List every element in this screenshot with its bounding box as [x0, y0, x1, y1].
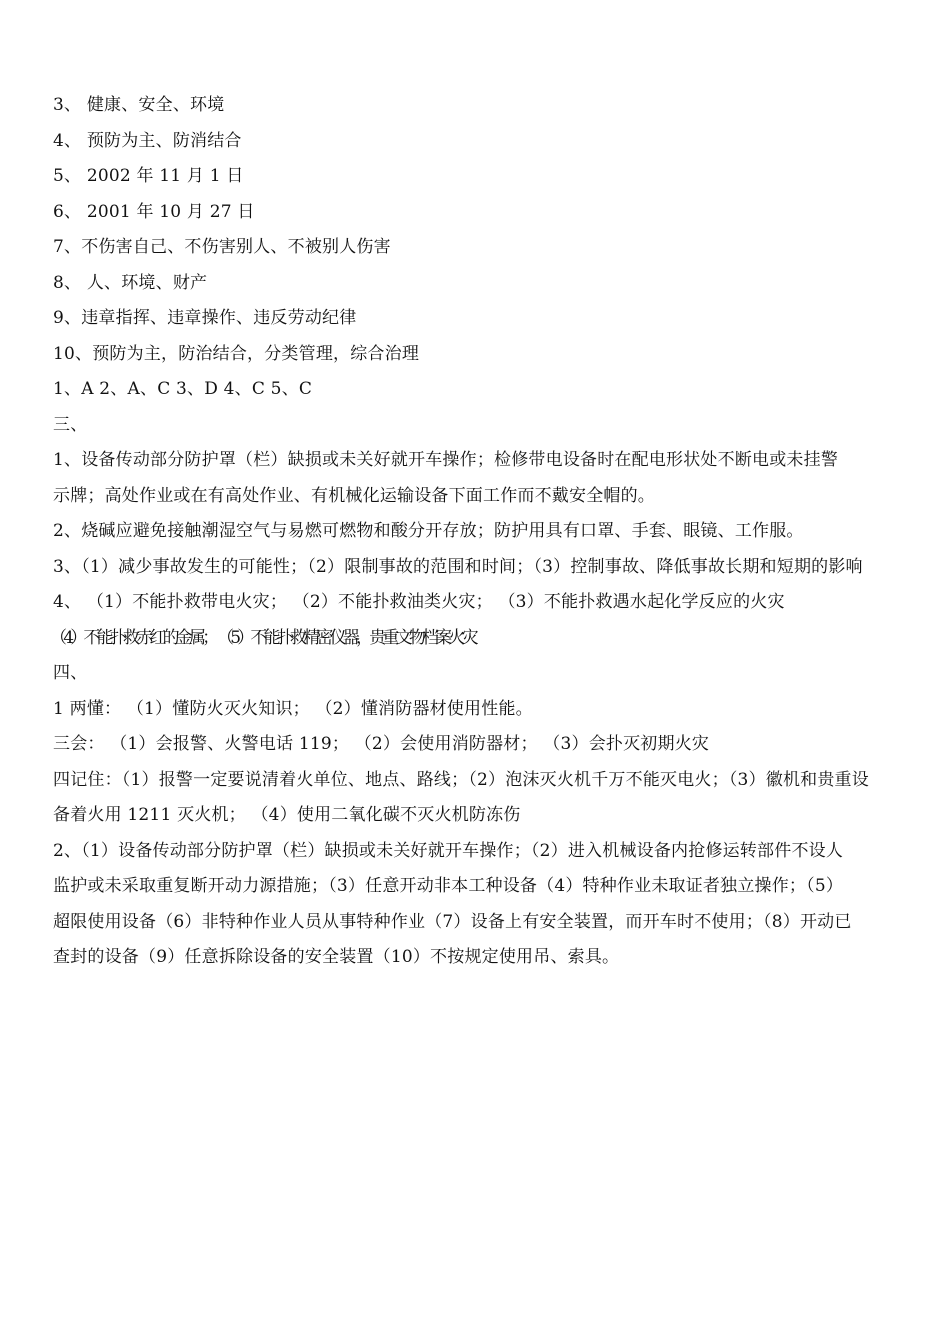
section-three-q1-line2: 示牌；高处作业或在有高处作业、有机械化运输设备下面工作而不戴安全帽的。 [53, 485, 655, 506]
section-four-q2-line4: 查封的设备（9）任意拆除设备的安全装置（10）不按规定使用吊、索具。 [53, 947, 620, 967]
section-four-q2-line1: 2、（1）设备传动部分防护罩（栏）缺损或未关好就开车操作；（2）进入机械设备内抢修运转部件不设人 [53, 840, 844, 861]
section-three-q2: 2、烧碱应避免接触潮湿空气与易燃可燃物和酸分开存放；防护用具有口罩、手套、眼镜、工作服。 [53, 521, 804, 541]
answer-line: 4、 预防为主、防消结合 [53, 130, 242, 151]
section-four-q2-line3: 超限使用设备（6）非特种作业人员从事特种作业（7）设备上有安全装置，而开车时不使用；（8）开动已 [53, 911, 852, 932]
section-four-four-remember-line1: 四记住：（1）报警一定要说清着火单位、地点、路线；（2）泡沫灭火机千万不能灭电火；（3）徽机和贵重设 [53, 769, 869, 790]
section-three-q3: 3、（1）减少事故发生的可能性；（2）限制事故的范围和时间；（3）控制事故、降低事故长期和短期的影响 [53, 556, 863, 577]
answer-line: 10、预防为主，防治结合，分类管理，综合治理 [53, 343, 420, 364]
section-four-four-remember-line2: 备着火用 1211 灭火机； （4）使用二氧化碳不灭火机防冻伤 [53, 805, 521, 825]
answer-line: 5、 2002 年 11 月 1 日 [53, 166, 244, 186]
answer-line: 9、违章指挥、违章操作、违反劳动纪律 [53, 308, 357, 328]
choice-answers: 1、A 2、A、C 3、D 4、C 5、C [53, 379, 313, 399]
section-three-q4-line1: 4、 （1）不能扑救带电火灾； （2）不能扑救油类火灾； （3）不能扑救遇水起化学反应的火灾 [53, 592, 785, 612]
answer-line: 8、 人、环境、财产 [53, 272, 208, 293]
answer-line: 3、 健康、安全、环境 [53, 95, 225, 115]
section-four-three-can: 三会： （1）会报警、火警电话 119； （2）会使用消防器材； （3）会扑灭初期火灾 [53, 734, 710, 754]
answer-line: 7、不伤害自己、不伤害别人、不被别人伤害 [53, 237, 391, 257]
section-three-heading: 三、 [53, 414, 88, 435]
section-three-q4-line2: （4）不能扑救赤红的金属； （5）不能扑救精密仪器，贵重文物档案火灾 [50, 627, 475, 648]
section-four-q2-line2: 监护或未采取重复断开动力源措施；（3）任意开动非本工种设备（4）特种作业未取证者独立操作；（5） [53, 876, 844, 896]
section-four-heading: 四、 [53, 663, 88, 683]
section-four-two-understand: 1 两懂： （1）懂防火灭火知识； （2）懂消防器材使用性能。 [53, 698, 533, 719]
section-three-q1-line1: 1、设备传动部分防护罩（栏）缺损或未关好就开车操作；检修带电设备时在配电形状处不断电或未挂警 [53, 450, 839, 470]
answer-content [50, 88, 899, 976]
answer-line: 6、 2001 年 10 月 27 日 [53, 201, 255, 222]
